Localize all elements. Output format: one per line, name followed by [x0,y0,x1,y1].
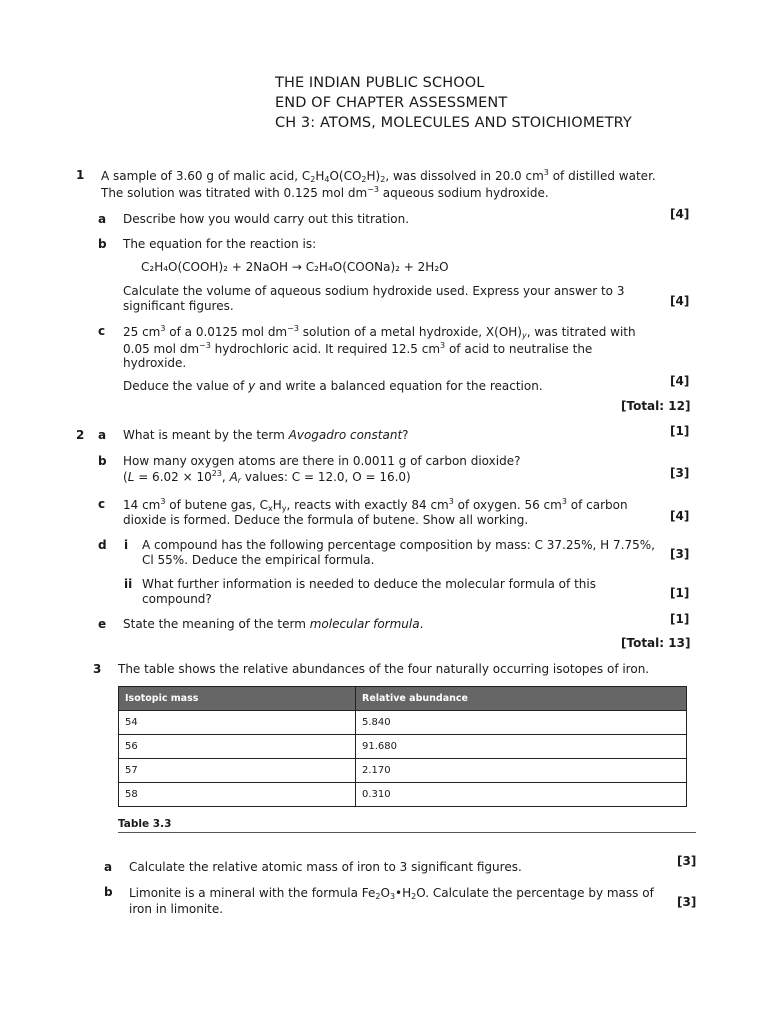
cell-abundance: 0.310 [356,783,687,807]
q1-total: [Total: 12] [621,399,691,413]
q2a-text: What is meant by the term Avogadro constant? [123,428,409,442]
q2b-label: b [98,454,107,468]
table-row [119,711,687,735]
q2dii-line2: compound? [142,592,212,606]
q1c-line2: 0.05 mol $dm^{-3}$ hydrochloric acid. It required 12.5 $cm^3$ of acid to neutralise the [123,341,593,356]
q2c-line1: 14 $cm^3$ of butene gas, $C_xH_y$, reacts with exactly 84 $cm^3$ of oxygen. 56 $cm^3$ of carbon [123,497,628,513]
q1a-text: Describe how you would carry out this titration. [123,212,410,226]
cell-abundance: 5.840 [356,711,687,735]
q3b-label: b [104,885,113,899]
q2e-marks: [1] [670,612,690,626]
q1c-line1: 25 $cm^3$ of a 0.0125 mol $dm^{-3}$ solution of a metal hydroxide, $X(OH)_y$, was titrated with [123,324,636,340]
cell-abundance: 2.170 [356,759,687,783]
q3b-line1: Limonite is a mineral with the formula $Fe_2O_3•H_2O$. Calculate the percentage by mass of [129,886,654,901]
q2d-label: d [98,538,107,552]
cell-mass: 57 [119,759,356,783]
q2-number: 2 [76,428,85,442]
q2e-text: State the meaning of the term molecular formula. [123,617,424,631]
q2a-label: a [98,428,107,442]
q2dii-line1: What further information is needed to deduce the molecular formula of this [142,577,596,591]
header-isotopic-mass: Isotopic mass [119,687,356,711]
assessment-title: END OF CHAPTER ASSESSMENT [275,95,508,111]
q2di-line2: Cl 55%. Deduce the empirical formula. [142,553,375,567]
q1a-label: a [98,212,107,226]
q1-stem-line2: The solution was titrated with 0.125 mol $dm^{-3}$ aqueous sodium hydroxide. [101,185,549,200]
q2dii-label: ii [124,577,133,591]
q3-number: 3 [93,662,102,676]
q2e-label: e [98,617,107,631]
q2a-marks: [1] [670,424,690,438]
table-row [119,759,687,783]
cell-abundance: 91.680 [356,735,687,759]
table-caption: Table 3.3 [118,818,172,830]
q3a-marks: [3] [677,854,697,868]
isotope-table [118,686,687,807]
q1b-equation: C₂H₄O(COOH)₂ + 2NaOH → C₂H₄O(COONa)₂ + 2H₂O [141,260,449,274]
caption-divider [118,832,696,833]
q1-number: 1 [76,168,85,182]
q1c-deduce: Deduce the value of y and write a balanced equation for the reaction. [123,379,543,393]
q1b-intro: The equation for the reaction is: [123,237,317,251]
q2c-marks: [4] [670,509,690,523]
q1b-line2: significant figures. [123,299,234,313]
cell-mass: 54 [119,711,356,735]
q3-stem: The table shows the relative abundances of the four naturally occurring isotopes of iron. [118,662,650,676]
q2c-label: c [98,497,106,511]
school-name: THE INDIAN PUBLIC SCHOOL [275,75,485,91]
q2di-line1: A compound has the following percentage composition by mass: C 37.25%, H 7.75%, [142,538,655,552]
q3a-label: a [104,860,113,874]
q1c-line3: hydroxide. [123,356,187,370]
table-header-row [119,687,687,711]
q2dii-marks: [1] [670,586,690,600]
cell-mass: 56 [119,735,356,759]
q2b-line1: How many oxygen atoms are there in 0.0011 g of carbon dioxide? [123,454,521,468]
q2b-line2: ($L = 6.02 \times 10^{23}$, $A_r$ values: C = 12.0, O = 16.0) [123,469,411,485]
q3a-text: Calculate the relative atomic mass of iron to 3 significant figures. [129,860,522,874]
q2b-marks: [3] [670,466,690,480]
q2c-line2: dioxide is formed. Deduce the formula of butene. Show all working. [123,513,529,527]
table-row [119,783,687,807]
cell-mass: 58 [119,783,356,807]
q1-stem-line1: A sample of 3.60 g of malic acid, $C_2H_4O(CO_2H)_2$, was dissolved in 20.0 $cm^3$ of distilled water. [101,168,656,184]
q2-total: [Total: 13] [621,636,691,650]
q3b-marks: [3] [677,895,697,909]
chapter-title: CH 3: ATOMS, MOLECULES AND STOICHIOMETRY [275,115,632,131]
q1c-label: c [98,324,106,338]
q2di-label: i [124,538,129,552]
header-relative-abundance: Relative abundance [356,687,687,711]
table-row [119,735,687,759]
q3b-line2: iron in limonite. [129,902,224,916]
q2di-marks: [3] [670,547,690,561]
q1b-marks: [4] [670,294,690,308]
q1c-marks: [4] [670,374,690,388]
q1a-marks: [4] [670,207,690,221]
q1b-label: b [98,237,107,251]
q1b-line1: Calculate the volume of aqueous sodium hydroxide used. Express your answer to 3 [123,284,625,298]
